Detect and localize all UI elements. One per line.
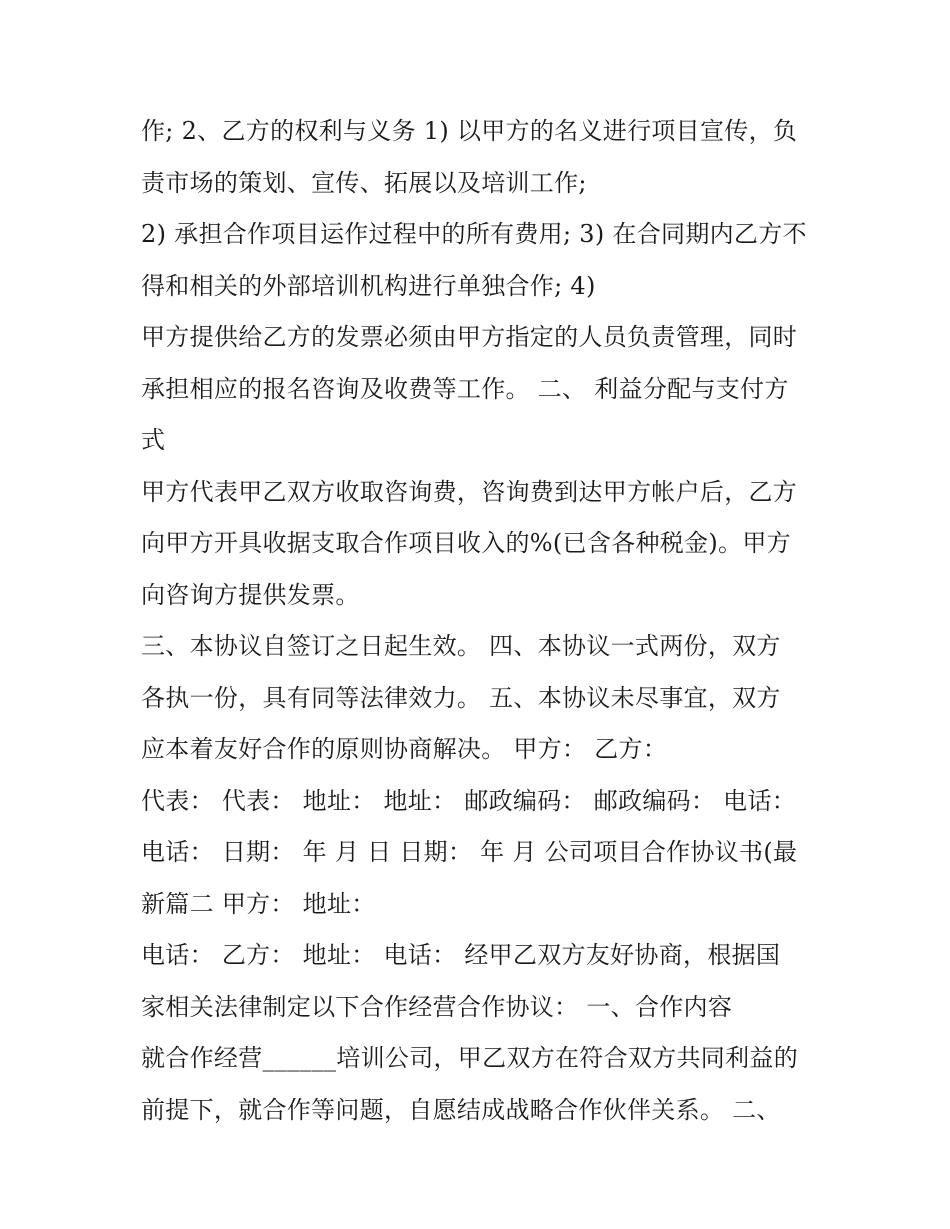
text-line: 向甲方开具收据支取合作项目收入的%(已含各种税金)。甲方 — [141, 529, 791, 557]
text-line: 应本着友好合作的原则协商解决。 甲方： 乙方： — [141, 735, 668, 763]
text-line: 前提下，就合作等问题，自愿结成战略合作伙伴关系。 二、 — [141, 1095, 781, 1124]
text-line: 三、本协议自签订之日起生效。 四、本协议一式两份，双方 — [141, 632, 781, 660]
text-line: 责市场的策划、宣传、拓展以及培训工作; — [141, 168, 587, 197]
text-line: 就合作经营______培训公司，甲乙双方在符合双方共同利益的 — [141, 1044, 798, 1072]
text-line: 2) 承担合作项目运作过程中的所有费用; 3) 在合同期内乙方不 — [141, 220, 807, 248]
text-line: 承担相应的报名咨询及收费等工作。 二、 利益分配与支付方 — [141, 374, 789, 403]
text-line: 甲方提供给乙方的发票必须由甲方指定的人员负责管理，同时 — [141, 323, 798, 351]
text-line: 新篇二 甲方： 地址： — [141, 889, 376, 918]
text-line: 代表： 代表： 地址： 地址： 邮政编码： 邮政编码： 电话： — [141, 786, 797, 815]
text-line: 各执一份，具有同等法律效力。 五、本协议未尽事宜，双方 — [141, 683, 781, 712]
text-line: 式 — [141, 426, 166, 454]
text-line: 电话： 日期： 年 月 日 日期： 年 月 公司项目合作协议书(最 — [141, 838, 798, 866]
text-line: 向咨询方提供发票。 — [141, 580, 360, 609]
text-line: 电话： 乙方： 地址： 电话： 经甲乙双方友好协商，根据国 — [141, 941, 781, 969]
text-line: 家相关法律制定以下合作经营合作协议： 一、合作内容 — [141, 992, 733, 1021]
text-line: 作; 2、乙方的权利与义务 1) 以甲方的名义进行项目宣传，负 — [141, 117, 798, 145]
text-line: 甲方代表甲乙双方收取咨询费，咨询费到达甲方帐户后，乙方 — [141, 477, 798, 506]
document-body — [141, 106, 831, 1136]
text-line: 得和相关的外部培训机构进行单独合作; 4) — [141, 271, 596, 300]
